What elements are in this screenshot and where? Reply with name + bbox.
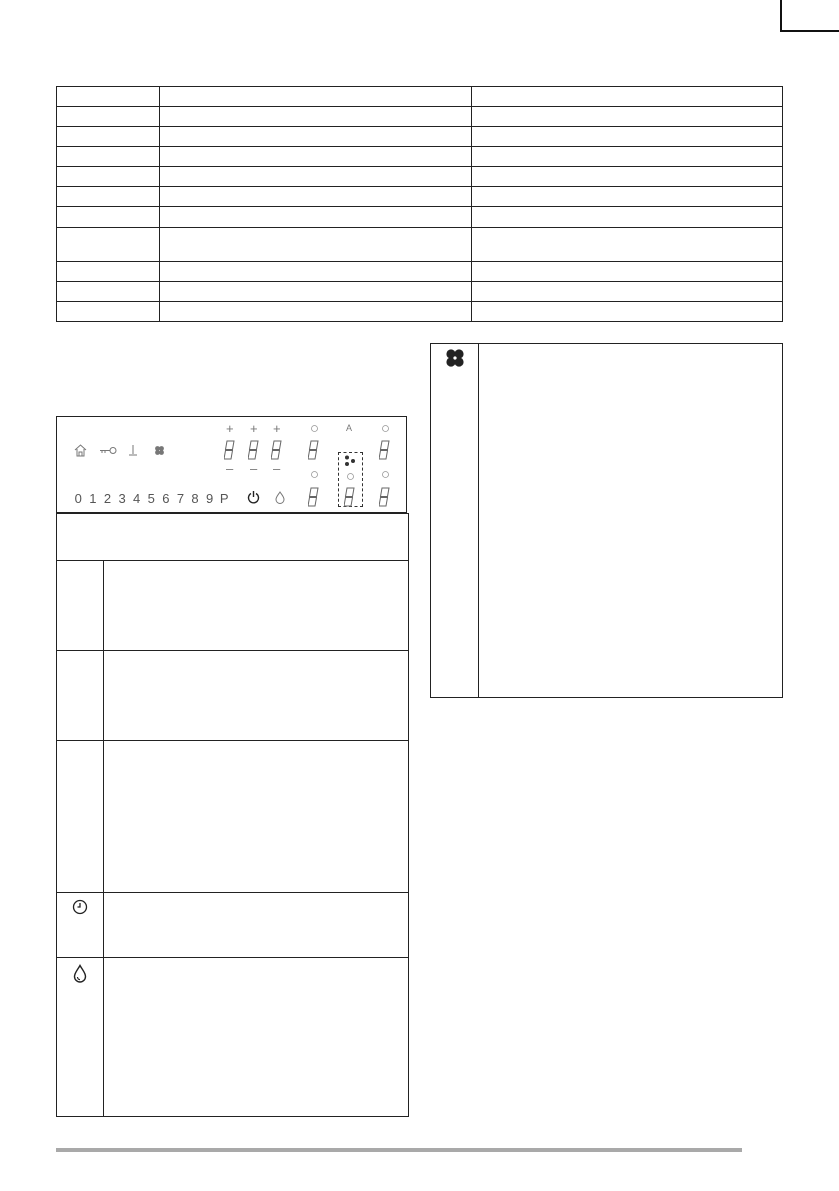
table-row <box>57 282 783 302</box>
key-icon <box>99 446 117 458</box>
table-row <box>57 87 783 107</box>
table-row <box>431 344 783 698</box>
house-icon <box>74 444 87 460</box>
auto-label: A <box>346 423 353 433</box>
minus-sign: – <box>250 461 258 476</box>
flower-icon <box>154 445 165 459</box>
table-row <box>57 187 783 207</box>
drop-icon[interactable] <box>275 491 285 507</box>
power-level[interactable]: 8 <box>191 491 199 506</box>
plus-sign: + <box>226 421 234 436</box>
power-level-row <box>71 491 232 506</box>
footer-bar <box>56 1148 742 1152</box>
table-row <box>57 741 409 893</box>
segment-digit <box>379 440 391 460</box>
timer-icon <box>72 899 88 920</box>
table-row <box>57 262 783 282</box>
minus-sign: – <box>226 461 234 476</box>
power-level[interactable]: 1 <box>89 491 97 506</box>
power-level[interactable]: 2 <box>103 491 112 506</box>
segment-digit <box>379 487 391 507</box>
flower-icon <box>445 348 465 373</box>
table-row <box>57 127 783 147</box>
fan-icon <box>344 455 356 469</box>
plus-sign: + <box>273 421 281 436</box>
table-row <box>57 167 783 187</box>
spec-table <box>56 86 783 322</box>
plus-sign: + <box>250 421 258 436</box>
timer-icon <box>347 472 354 483</box>
drop-icon <box>73 964 87 988</box>
table-row <box>57 207 783 228</box>
segment-digit <box>224 440 236 460</box>
power-level[interactable]: 9 <box>206 491 214 506</box>
fan-description-table <box>430 343 783 698</box>
power-level-boost[interactable]: P <box>219 491 229 506</box>
power-level[interactable]: 7 <box>176 491 185 506</box>
timer-icon <box>311 470 318 481</box>
corner-mark-horizontal <box>782 30 839 32</box>
timer-icon <box>311 424 318 435</box>
symbol-description-table <box>56 513 409 1117</box>
minus-sign: – <box>273 461 281 476</box>
table-row <box>57 893 409 958</box>
segment-digit <box>308 440 320 460</box>
power-level[interactable]: 4 <box>133 491 141 506</box>
table-row <box>57 958 409 1117</box>
table-row <box>57 228 783 262</box>
table-row <box>57 302 783 322</box>
timer-icon <box>382 470 389 481</box>
control-panel <box>56 416 407 513</box>
segment-digit <box>344 487 356 507</box>
table-row <box>57 514 409 561</box>
power-level[interactable]: 5 <box>147 491 155 506</box>
corner-mark-vertical <box>780 0 782 32</box>
power-level[interactable]: 3 <box>118 491 126 506</box>
power-icon[interactable] <box>247 490 260 507</box>
segment-digit <box>248 440 260 460</box>
power-level[interactable]: 6 <box>162 491 170 506</box>
table-row <box>57 107 783 127</box>
table-row <box>57 147 783 167</box>
timer-icon <box>382 424 389 435</box>
bridge-icon <box>128 444 138 459</box>
power-level[interactable]: 0 <box>74 491 82 506</box>
table-row <box>57 651 409 741</box>
table-row <box>57 561 409 651</box>
segment-digit <box>271 440 283 460</box>
segment-digit <box>308 487 320 507</box>
